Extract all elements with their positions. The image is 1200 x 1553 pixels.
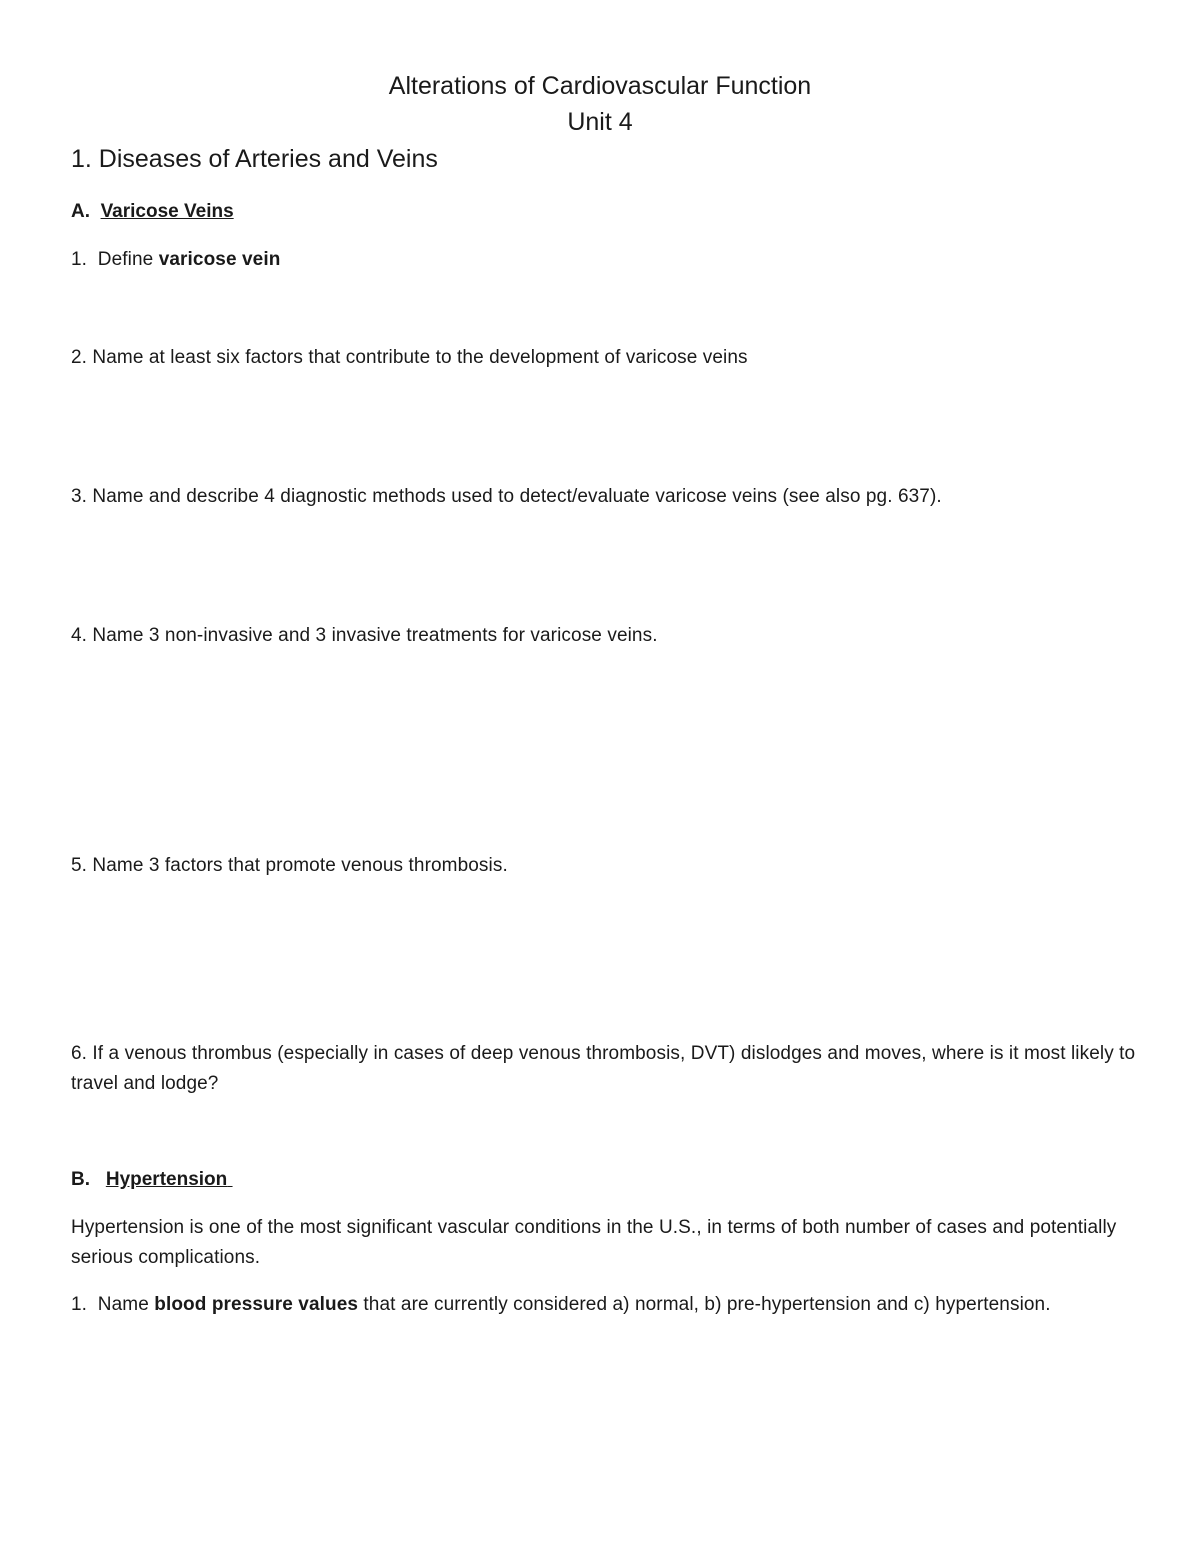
hypertension-intro: Hypertension is one of the most significant vascular conditions in the U.S., in terms of both number of cases and potentially serious complications. <box>71 1217 1117 1268</box>
question-b1-suffix: that are currently considered a) normal, b) pre-hypertension and c) hypertension. <box>358 1294 1051 1315</box>
question-a1 <box>71 249 280 271</box>
question-b1-term: blood pressure values <box>154 1294 359 1315</box>
question-b1 <box>71 1290 1141 1320</box>
subsection-b-heading <box>71 1169 233 1191</box>
subsection-a-title: Varicose Veins <box>100 201 234 222</box>
question-a6: 6. If a venous thrombus (especially in cases of deep venous thrombosis, DVT) dislodges and moves, where is it most likely to travel and lodge? <box>71 1043 1136 1094</box>
document-title: Alterations of Cardiovascular Function <box>388 72 812 100</box>
question-a3: 3. Name and describe 4 diagnostic methods used to detect/evaluate varicose veins (see also pg. 637). <box>71 486 942 507</box>
section-heading: 1. Diseases of Arteries and Veins <box>71 145 438 173</box>
subsection-a-letter: A. <box>71 201 90 222</box>
question-a4: 4. Name 3 non-invasive and 3 invasive treatments for varicose veins. <box>71 625 658 646</box>
question-a2: 2. Name at least six factors that contribute to the development of varicose veins <box>71 347 748 368</box>
question-a1-text: 1. Define <box>71 249 159 270</box>
unit-label: Unit 4 <box>567 108 633 136</box>
question-b1-prefix: 1. Name <box>71 1294 155 1315</box>
subsection-a-heading <box>71 201 234 223</box>
subsection-b-letter: B. <box>71 1169 90 1190</box>
question-a1-term: varicose vein <box>158 249 281 270</box>
subsection-b-title: Hypertension <box>105 1169 228 1190</box>
question-a5: 5. Name 3 factors that promote venous thrombosis. <box>71 855 508 876</box>
